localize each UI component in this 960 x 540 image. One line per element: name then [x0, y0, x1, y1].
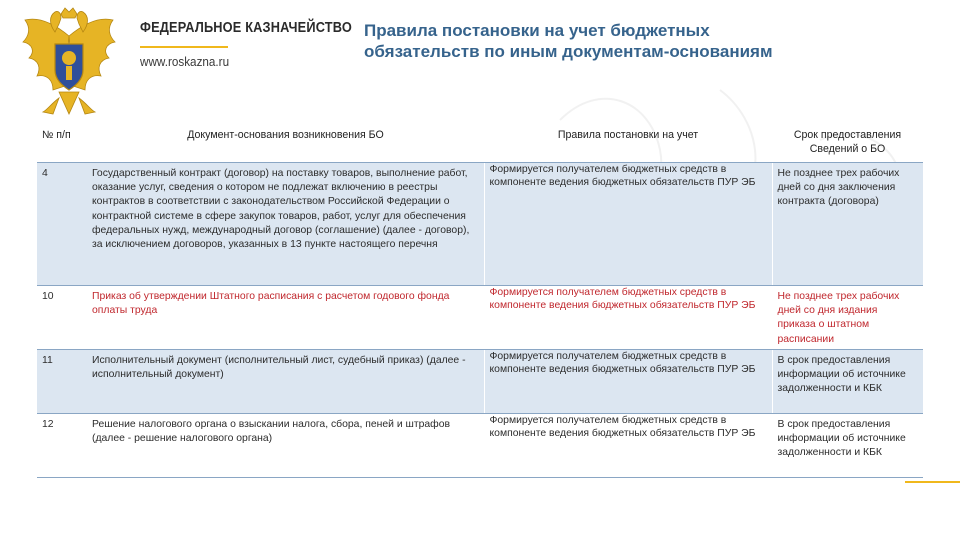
row-num: 12 — [37, 414, 87, 478]
row-document: Государственный контракт (договор) на поставку товаров, выполнение работ, оказание услуг, сведения о котором не подлежат включению в реестры контрактов в соответствии с законодательством Российской Федерации о контрактной системе в сфере закупок товаров, работ, услуг для обеспечения федеральных нужд, международный договор (соглашение) (далее - договор), за исключением договоров, указанных в 13 пункте настоящего перечня — [87, 163, 484, 286]
row-num: 11 — [37, 350, 87, 414]
header-num: № п/п — [37, 124, 87, 163]
page-title-line2: обязательств по иным документам-основаниям — [364, 42, 773, 61]
row-deadline: Не позднее трех рабочих дней со дня издания приказа о штатном расписании — [772, 286, 923, 350]
table-header-row — [37, 124, 923, 163]
treasury-emblem-icon — [18, 6, 120, 118]
row-document: Приказ об утверждении Штатного расписания с расчетом годового фонда оплаты труда — [87, 286, 484, 350]
page-title — [364, 20, 924, 62]
table-row — [37, 286, 923, 350]
org-name: ФЕДЕРАЛЬНОЕ КАЗНАЧЕЙСТВО — [140, 20, 352, 36]
rules-table-container — [37, 124, 923, 478]
row-deadline: В срок предоставления информации об источнике задолженности и КБК — [772, 350, 923, 414]
row-rules: Формируется получателем бюджетных средств в компоненте ведения бюджетных обязательств ПУР ЭБ — [484, 414, 772, 478]
row-document: Исполнительный документ (исполнительный лист, судебный приказ) (далее - исполнительный документ) — [87, 350, 484, 414]
row-deadline: В срок предоставления информации об источнике задолженности и КБК — [772, 414, 923, 478]
row-rules: Формируется получателем бюджетных средств в компоненте ведения бюджетных обязательств ПУР ЭБ — [484, 350, 772, 414]
row-document: Решение налогового органа о взыскании налога, сбора, пеней и штрафов (далее - решение налогового органа) — [87, 414, 484, 478]
org-website-link[interactable]: www.roskazna.ru — [140, 54, 230, 69]
page-title-line1: Правила постановки на учет бюджетных — [364, 21, 710, 40]
header-deadline: Срок предоставления Сведений о БО — [772, 124, 923, 163]
table-row — [37, 350, 923, 414]
row-num: 4 — [37, 163, 87, 286]
header-rules: Правила постановки на учет — [484, 124, 772, 163]
row-num: 10 — [37, 286, 87, 350]
row-rules: Формируется получателем бюджетных средств в компоненте ведения бюджетных обязательств ПУР ЭБ — [484, 163, 772, 286]
table-row — [37, 163, 923, 286]
footer-accent-line — [905, 481, 960, 483]
org-divider — [140, 46, 228, 48]
row-deadline: Не позднее трех рабочих дней со дня заключения контракта (договора) — [772, 163, 923, 286]
header-document: Документ-основания возникновения БО — [87, 124, 484, 163]
table-row — [37, 414, 923, 478]
rules-table — [37, 124, 923, 478]
row-rules: Формируется получателем бюджетных средств в компоненте ведения бюджетных обязательств ПУР ЭБ — [484, 286, 772, 350]
